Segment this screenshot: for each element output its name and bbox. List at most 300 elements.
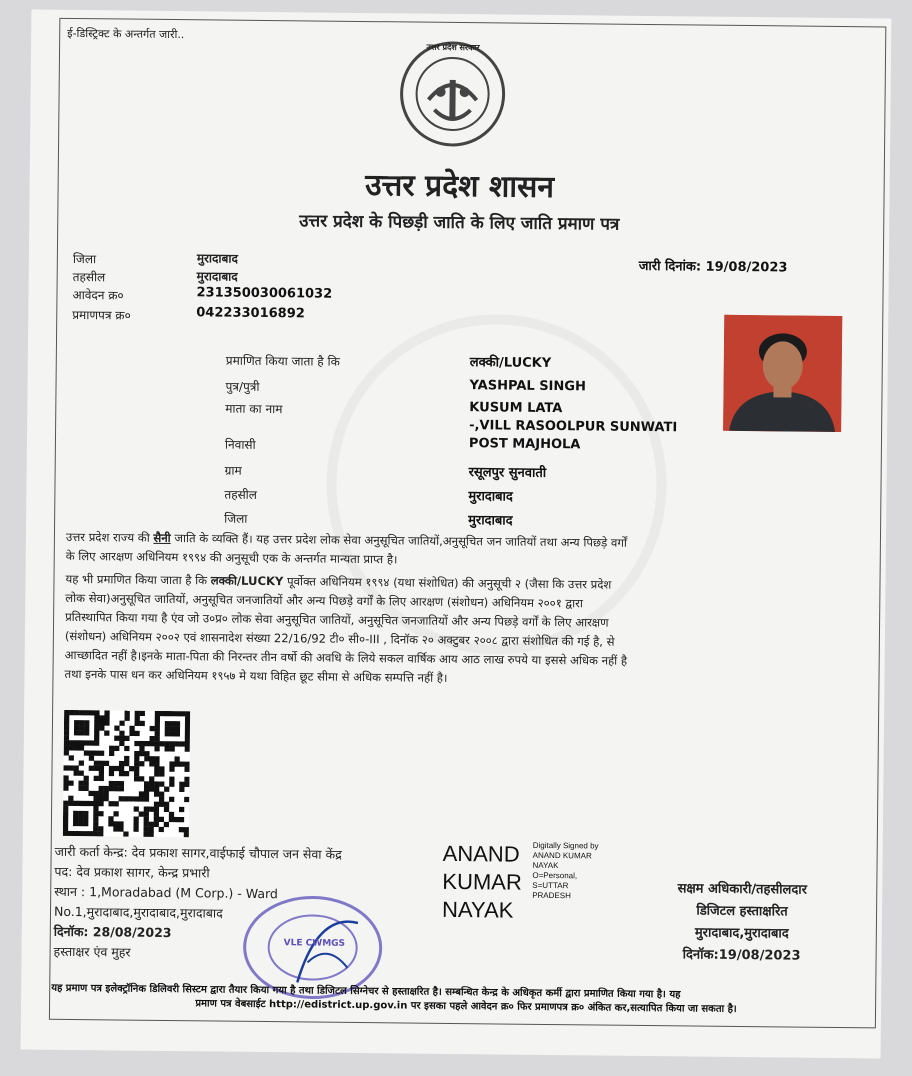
qr-module [104,791,109,796]
detail-label-mother: माता का नाम [225,401,283,417]
qr-module [175,731,180,736]
qr-module [63,786,68,791]
qr-module [93,831,98,836]
qr-module [159,781,164,786]
qr-module [63,780,68,785]
qr-module [63,816,68,821]
meta-label-tehsil: तहसील [72,269,106,285]
qr-module [134,731,139,736]
qr-module [69,740,74,745]
qr-module [99,776,104,781]
qr-module [99,761,104,766]
para1-line2: के लिए आरक्षण अधिनियम १९९४ की अनुसूची एक के अन्तर्गत मान्यता प्राप्त है। [65,548,398,567]
certificate-sheet [21,10,892,1059]
qr-module [184,797,189,802]
qr-module [79,740,84,745]
meta-value-application-no: 231350030061032 [196,285,333,302]
qr-module [139,751,144,756]
qr-module [149,786,154,791]
qr-module [185,746,190,751]
qr-module [114,736,119,741]
qr-module [154,756,159,761]
qr-module [149,736,154,741]
qr-module [134,776,139,781]
qr-module [135,711,140,716]
qr-module [139,791,144,796]
qr-module [144,822,149,827]
qr-module [159,792,164,797]
qr-module [175,711,180,716]
para2-line: लोक सेवा)अनुसूचित जातियों, अनुसूचित जनजातियों और अन्य पिछड़े वर्गों के लिए आरक्षण (संशोधन) अधिनियम २००१ द्वारा [65,590,583,611]
qr-module [125,711,130,716]
qr-module [89,756,94,761]
qr-module [179,787,184,792]
qr-module [144,781,149,786]
qr-module [78,786,83,791]
qr-module [94,720,99,725]
qr-module [89,766,94,771]
meta-value-certificate-no: 042233016892 [196,305,305,322]
qr-module [104,715,109,720]
qr-module [109,766,114,771]
qr-module [89,740,94,745]
qr-module [165,741,170,746]
qr-module [175,721,180,726]
qr-module [119,771,124,776]
qr-module [94,725,99,730]
meta-label-certificate-no: प्रमाणपत्र क्र० [72,307,131,323]
page-subtitle: उत्तर प्रदेश के पिछड़ी जाति के लिए जाति प्रमाण पत्र [299,211,620,235]
qr-module [64,745,69,750]
qr-module [135,716,140,721]
qr-module [134,796,139,801]
detail-value-name: लक्की/LUCKY [469,355,552,371]
signature-name-2: KUMAR [442,868,522,895]
qr-module [68,781,73,786]
qr-module [83,801,88,806]
qr-module [113,826,118,831]
page-title: उत्तर प्रदेश शासन [365,168,555,206]
qr-module [154,807,159,812]
qr-module [119,721,124,726]
detail-value-mother: KUSUM LATA [469,400,563,417]
qr-module [63,831,68,836]
qr-module [129,796,134,801]
qr-module [144,741,149,746]
para1-caste: सैनी [153,530,171,546]
qr-module [184,777,189,782]
qr-module [169,761,174,766]
qr-module [124,746,129,751]
top-note: ई-डिस्ट्रिक्ट के अन्तर्गत जारी.. [67,26,185,42]
qr-module [170,731,175,736]
qr-module [184,832,189,837]
qr-module [129,766,134,771]
qr-module [139,811,144,816]
qr-module [149,827,154,832]
qr-module [68,796,73,801]
qr-module [124,761,129,766]
detail-value-district: मुरादाबाद [468,513,513,529]
issuer-centre: जारी कर्ता केन्द्र: देव प्रकाश सागर,वाईफाई चौपाल जन सेवा केंद्र [54,843,342,862]
qr-module [69,710,74,715]
qr-module [144,807,149,812]
qr-module [179,827,184,832]
qr-module [129,731,134,736]
up-government-emblem-icon [398,39,507,148]
qr-module [144,786,149,791]
qr-module [94,751,99,756]
qr-module [144,817,149,822]
qr-module [74,740,79,745]
qr-module [69,755,74,760]
qr-module [179,817,184,822]
meta-value-tehsil: मुरादाबाद [196,269,238,284]
footer-line-2: प्रमाण पत्र वेबसाईट http://edistrict.up.gov.in पर इसका पहले आवेदन क्र० फिर प्रमाणपत्र क्र० अंकित कर,सत्यापित किया जा सकता है। [195,998,737,1015]
qr-module [94,740,99,745]
qr-module [165,711,170,716]
qr-module [143,832,148,837]
qr-module [144,827,149,832]
qr-module [125,716,130,721]
qr-module [88,791,93,796]
qr-module [135,721,140,726]
qr-module [99,720,104,725]
qr-module [175,726,180,731]
qr-module [185,711,190,716]
qr-module [94,730,99,735]
qr-module [119,786,124,791]
qr-module [160,711,165,716]
authority-date: दिनॉक:19/08/2023 [682,947,801,964]
detail-label-tehsil: तहसील [224,487,258,502]
qr-module [84,750,89,755]
qr-module [140,721,145,726]
qr-module [84,781,89,786]
qr-module [63,775,68,780]
qr-module [184,827,189,832]
qr-module [134,741,139,746]
qr-module [165,726,170,731]
footer-line-1: यह प्रमाण पत्र इलेक्ट्रॉनिक डिलिवरी सिस्टम द्वारा तैयार किया गया है तथा डिजिटल सिग्नेचर से हस्ताक्षरित है। सम्बन्धित केन्द्र के अधिकृत कर्मी द्वारा प्रमाणित किया गया है। यह [51,982,681,1001]
qr-module [119,796,124,801]
qr-module [170,721,175,726]
qr-module [114,766,119,771]
qr-module [73,821,78,826]
qr-module [149,761,154,766]
qr-module [154,822,159,827]
qr-module [179,807,184,812]
qr-module [139,741,144,746]
qr-module [84,710,89,715]
qr-module [78,831,83,836]
qr-module [184,782,189,787]
qr-module [169,817,174,822]
qr-module [154,781,159,786]
qr-module [73,801,78,806]
meta-label-application-no: आवेदन क्र० [72,287,124,303]
qr-module [175,741,180,746]
qr-code [63,710,190,837]
qr-module [119,736,124,741]
authority-block [641,878,842,968]
qr-module [154,786,159,791]
qr-module [165,746,170,751]
qr-module [84,776,89,781]
qr-module [64,730,69,735]
qr-module [123,831,128,836]
qr-module [109,786,114,791]
para2-line: आच्छादित नहीं है।इनके माता-पिता की निरन्तर तीन वर्षो की अवधि के लिये सकल वार्षिक आय आठ लाख रुपये या इससे अधिक नहीं है [64,647,628,668]
digital-signature [442,840,522,925]
qr-module [170,726,175,731]
qr-module [164,787,169,792]
qr-module [134,766,139,771]
qr-module [185,741,190,746]
stamp-text: VLE CWMGS [283,938,346,949]
qr-module [88,801,93,806]
qr-module [78,816,83,821]
qr-module [108,821,113,826]
qr-module [164,822,169,827]
qr-module [99,715,104,720]
qr-module [108,816,113,821]
qr-module [170,746,175,751]
qr-module [133,822,138,827]
qr-module [68,801,73,806]
qr-module [104,720,109,725]
para1-post: जाति के व्यक्ति हैं। यह उत्तर प्रदेश लोक सेवा अनुसूचित जातियों,अनुसूचित जन जातियों तथा अन्य पिछड़े वर्गों [170,531,628,550]
authority-title: सक्षम अधिकारी/तहसीलदार [677,881,808,898]
qr-module [98,826,103,831]
qr-module [74,720,79,725]
qr-module [84,740,89,745]
qr-module [154,741,159,746]
qr-module [93,796,98,801]
qr-module [174,761,179,766]
qr-module [94,761,99,766]
meta-label-district: जिला [72,251,97,267]
issuer-place: स्थान : 1,Moradabad (M Corp.) - Ward [54,883,278,902]
qr-module [124,736,129,741]
signature-name-3: NAYAK [441,896,514,923]
qr-module [139,796,144,801]
qr-module [99,786,104,791]
qr-module [78,781,83,786]
qr-module [98,811,103,816]
qr-module [78,811,83,816]
qr-module [169,797,174,802]
qr-module [113,821,118,826]
qr-module [73,811,78,816]
signature-detail: NAYAK [532,860,559,871]
qr-module [155,726,160,731]
qr-module [134,761,139,766]
qr-module [93,806,98,811]
qr-module [74,730,79,735]
qr-module [165,731,170,736]
qr-module [99,725,104,730]
qr-module [169,812,174,817]
qr-module [99,766,104,771]
qr-module [104,786,109,791]
qr-module [104,710,109,715]
qr-module [155,731,160,736]
qr-module [149,741,154,746]
qr-module [154,771,159,776]
signature-detail: O=Personal, [532,870,578,881]
qr-module [93,821,98,826]
qr-module [164,807,169,812]
qr-module [114,786,119,791]
qr-module [159,771,164,776]
qr-module [144,791,149,796]
detail-label-resident: निवासी [224,437,256,452]
qr-module [185,721,190,726]
qr-module [148,832,153,837]
qr-module [185,736,190,741]
qr-module [139,776,144,781]
qr-module [134,771,139,776]
qr-module [79,745,84,750]
qr-module [68,831,73,836]
qr-module [159,797,164,802]
qr-module [134,816,139,821]
qr-module [69,745,74,750]
qr-module [74,710,79,715]
qr-module [174,756,179,761]
qr-module [169,782,174,787]
qr-module [150,726,155,731]
qr-module [154,766,159,771]
qr-module [93,801,98,806]
qr-module [93,791,98,796]
qr-module [124,796,129,801]
qr-module [118,821,123,826]
issuer-place-2: No.1,मुरादाबाद,मुरादाबाद,मुरादाबाद [53,903,223,921]
qr-module [184,767,189,772]
qr-module [89,710,94,715]
qr-module [139,761,144,766]
qr-module [140,711,145,716]
qr-module [133,827,138,832]
qr-module [165,721,170,726]
qr-module [180,711,185,716]
signature-detail: S=UTTAR [532,880,569,891]
signature-detail: PRADESH [532,890,571,901]
qr-module [174,817,179,822]
detail-value-tehsil: मुरादाबाद [468,489,513,505]
qr-module [64,765,69,770]
qr-module [63,821,68,826]
qr-module [63,826,68,831]
detail-label-parent: पुत्र/पुत्री [225,379,260,394]
detail-value-address-2: POST MAJHOLA [468,436,581,453]
qr-module [170,711,175,716]
qr-module [185,762,190,767]
qr-module [169,777,174,782]
qr-module [94,735,99,740]
qr-module [180,741,185,746]
qr-module [108,801,113,806]
qr-module [98,801,103,806]
qr-module [104,730,109,735]
qr-module [155,711,160,716]
qr-module [93,826,98,831]
issuer-sign-label: हस्ताक्षर एंव मुहर [53,943,131,960]
qr-module [114,781,119,786]
qr-module [79,710,84,715]
qr-module [64,725,69,730]
qr-module [94,710,99,715]
qr-module [164,802,169,807]
qr-module [109,781,114,786]
detail-label-certified: प्रमाणित किया जाता है कि [225,353,340,369]
qr-module [118,826,123,831]
detail-value-address-1: -,VILL RASOOLPUR SUNWATI [469,418,678,436]
qr-module [169,766,174,771]
para1-pre: उत्तर प्रदेश राज्य की [65,529,154,545]
qr-module [84,720,89,725]
issue-date: जारी दिनांक: 19/08/2023 [638,258,788,276]
qr-module [64,720,69,725]
qr-module [64,735,69,740]
detail-value-village: रसूलपुर सुनवाती [468,465,547,481]
qr-module [64,740,69,745]
qr-module [159,766,164,771]
qr-module [155,736,160,741]
qr-module [99,771,104,776]
qr-module [104,796,109,801]
para2-name: लक्की/LUCKY [210,573,284,589]
qr-module [63,811,68,816]
qr-module [109,751,114,756]
qr-module [88,831,93,836]
qr-module [83,816,88,821]
para2-post: पूर्वोक्त अधिनियम १९९४ (यथा संशोधित) की अनुसूची २ (जैसा कि उत्तर प्रदेश [283,574,612,592]
qr-module [170,741,175,746]
qr-module [78,801,83,806]
authority-digital: डिजिटल हस्ताक्षरित [696,903,788,920]
qr-module [83,811,88,816]
digital-signature-details [532,841,598,902]
qr-module [154,817,159,822]
qr-module [83,831,88,836]
para2-line: तथा इनके पास धन कर अधिनियम १९५७ मे यथा विहित छूट सीमा से अधिक सम्पत्ति नहीं है। [64,666,448,685]
qr-module [83,786,88,791]
qr-module [73,831,78,836]
qr-module [144,751,149,756]
qr-module [74,745,79,750]
qr-module [149,756,154,761]
qr-module [159,817,164,822]
qr-module [69,765,74,770]
qr-module [149,822,154,827]
qr-module [93,811,98,816]
qr-module [79,720,84,725]
qr-module [114,746,119,751]
signature-detail: Digitally Signed by [532,840,599,851]
qr-module [94,715,99,720]
qr-module [155,721,160,726]
qr-module [139,746,144,751]
qr-module [149,776,154,781]
qr-module [119,741,124,746]
qr-module [104,761,109,766]
qr-module [64,710,69,715]
qr-module [79,760,84,765]
qr-module [73,816,78,821]
